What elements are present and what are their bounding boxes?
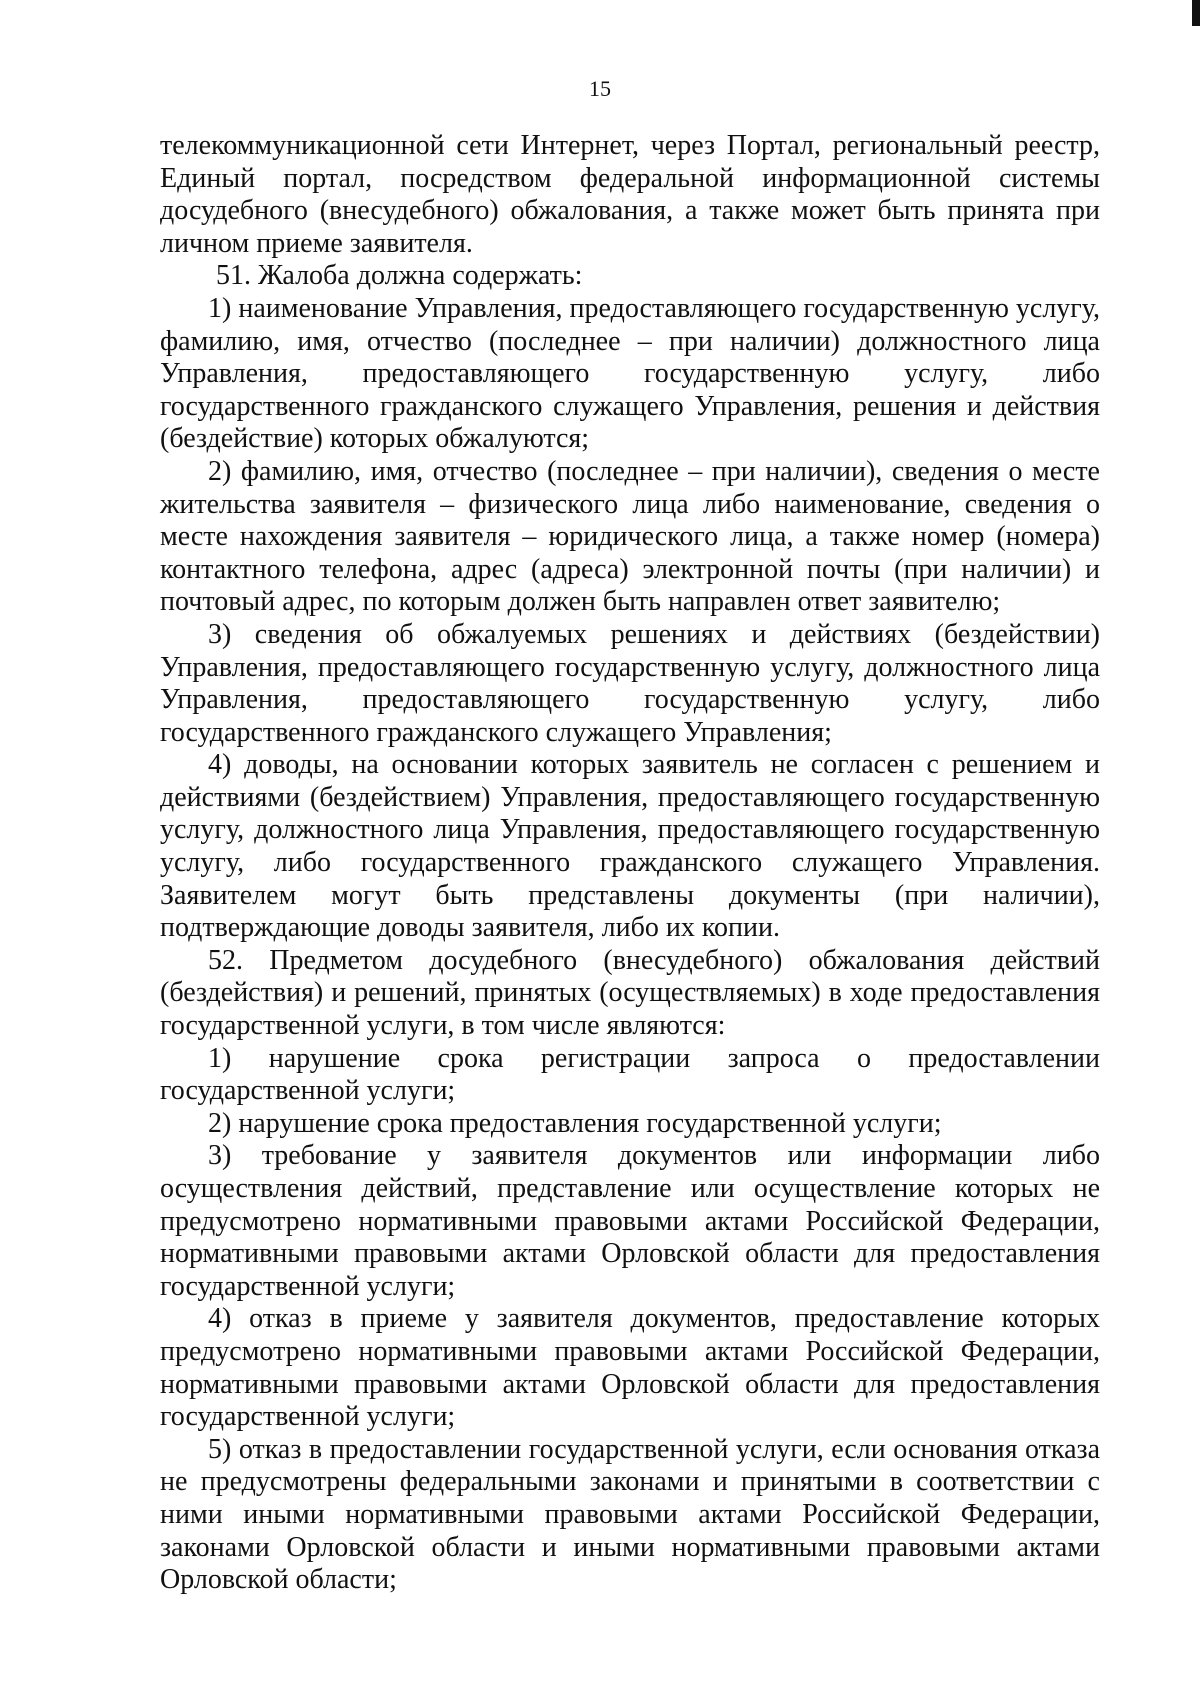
scan-edge-mark — [1192, 0, 1200, 26]
paragraph-continuation: телекоммуникационной сети Интернет, через Портал, региональный реестр, Единый портал, посредством федеральной информационной системы досудебного (внесудебного) обжалования, а также может быть принята при личном приеме заявителя. — [160, 130, 1100, 259]
paragraph-51-item-2: 2) фамилию, имя, отчество (последнее – при наличии), сведения о месте жительства заявителя – физического лица либо наименование, сведения о месте нахождения заявителя – юридического лица, а также номер (номера) контактного телефона, адрес (адреса) электронной почты (при наличии) и почтовый адрес, по которым должен быть направлен ответ заявителю; — [160, 455, 1100, 618]
paragraph-52-item-5: 5) отказ в предоставлении государственной услуги, если основания отказа не предусмотрены федеральными законами и принятыми в соответствии с ними иными нормативными правовыми актами Российской Федерации, законами Орловской области и иными нормативными правовыми актами Орловской области; — [160, 1433, 1100, 1596]
paragraph-52-item-1: 1) нарушение срока регистрации запроса о предоставлении государственной услуги; — [160, 1042, 1100, 1107]
paragraph-52-heading: 52. Предметом досудебного (внесудебного) обжалования действий (бездействия) и решений, принятых (осуществляемых) в ходе предоставления государственной услуги, в том числе являются: — [160, 944, 1100, 1042]
document-body — [160, 130, 1100, 1597]
paragraph-51-item-3: 3) сведения об обжалуемых решениях и действиях (бездействии) Управления, предоставляющего государственную услугу, должностного лица Управления, предоставляющего государственную услугу, либо государственного гражданского служащего Управления; — [160, 618, 1100, 748]
paragraph-52-item-4: 4) отказ в приеме у заявителя документов, предоставление которых предусмотрено нормативными правовыми актами Российской Федерации, нормативными правовыми актами Орловской области для предоставления государственной услуги; — [160, 1303, 1100, 1433]
paragraph-51-heading: 51. Жалоба должна содержать: — [216, 260, 583, 292]
paragraph-52-item-2: 2) нарушение срока предоставления государственной услуги; — [208, 1107, 942, 1139]
paragraph-51-item-4: 4) доводы, на основании которых заявитель не согласен с решением и действиями (бездействием) Управления, предоставляющего государственную услугу, должностного лица Управления, предоставляющего государственную услугу, либо государственного гражданского служащего Управления. Заявителем могут быть представлены документы (при наличии), подтверждающие доводы заявителя, либо их копии. — [160, 749, 1100, 944]
page-number: 15 — [589, 76, 611, 101]
paragraph-52-item-3: 3) требование у заявителя документов или информации либо осуществления действий, представление или осуществление которых не предусмотрено нормативными правовыми актами Российской Федерации, нормативными правовыми актами Орловской области для предоставления государственной услуги; — [160, 1140, 1100, 1302]
paragraph-51-item-1: 1) наименование Управления, предоставляющего государственную услугу, фамилию, имя, отчество (последнее – при наличии) должностного лица Управления, предоставляющего государственную услугу, либо государственного гражданского служащего Управления, решения и действия (бездействие) которых обжалуются; — [160, 292, 1100, 455]
